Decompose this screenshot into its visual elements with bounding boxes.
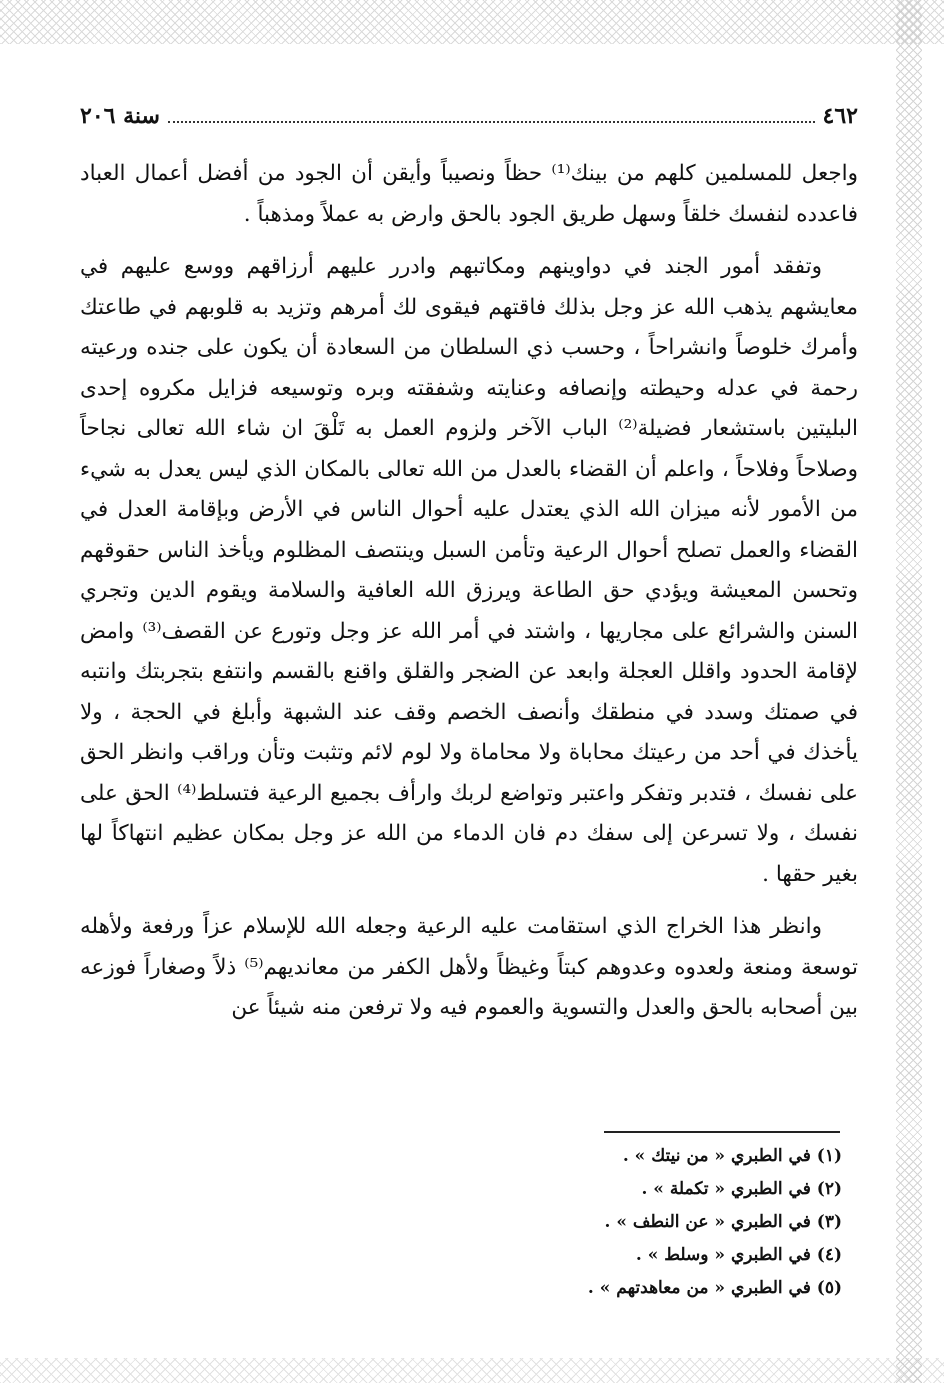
paragraph-2: وتفقد أمور الجند في دواوينهم ومكاتبهم وادرر عليهم أرزاقهم ووسع عليهم في معايشهم يذهب الله عز وجل بذلك فاقتهم فيقوى لك أمرهم وتزيد به قلوبهم في طاعتك وأمرك خلوصاً وانشراحاً ، وحسب ذي السلطان من السعادة أن يكون على جنده ورعيته رحمة في عدله وحيطته وإنصافه وعنايته وشفقته وبره وتوسيعه فزايل مكروه إحدى البليتين باستشعار فضيلة⁽²⁾ الباب الآخر ولزوم العمل به تَلْقَ ان شاء الله تعالى نجاحاً وصلاحاً وفلاحاً ، واعلم أن القضاء بالعدل من الله تعالى بالمكان الذي ليس يعدل به شيء من الأمور لأنه ميزان الله الذي يعتدل عليه أحوال الناس في الأرض وبإقامة العدل في القضاء والعمل تصلح أحوال الرعية وتأمن السبل وينتصف المظلوم ويأخذ الناس حقوقهم وتحسن المعيشة ويؤدي حق الطاعة ويرزق الله العافية والسلامة ويقوم الدين وتجري السنن والشرائع على مجاريها ، واشتد في أمر الله عز وجل وتورع عن القصف⁽³⁾ وامض لإقامة الحدود واقلل العجلة وابعد عن الضجر والقلق واقنع بالقسم وانتفع بتجربتك وانتبه في صمتك وسدد في منطقك وأنصف الخصم وقف عند الشبهة وأبلغ في الحجة ، ولا يأخذك في أحد من رعيتك محاباة ولا محاماة ولا لوم لائم وتثبت وتأن وراقب وانظر الحق على نفسك ، فتدبر وتفكر واعتبر وتواضع لربك وارأف بجميع الرعية فتسلط⁽⁴⁾ الحق على نفسك ، ولا تسرعن إلى سفك دم فان الدماء من الله عز وجل بمكان عظيم انتهاكاً لها بغير حقها . — [80, 254, 858, 887]
main-text — [80, 154, 858, 1029]
footnote-4: (٤) في الطبري « وسلط » . — [635, 1245, 842, 1265]
scan-border-top — [0, 0, 944, 44]
page-header — [80, 96, 858, 136]
scan-border-bottom — [0, 1358, 944, 1383]
footnote-3: (٣) في الطبري « عن النطف » . — [604, 1212, 842, 1232]
paragraph-3: وانظر هذا الخراج الذي استقامت عليه الرعية وجعله الله للإسلام عزاً ورفعة ولأهله توسعة ومنعة ولعدوه وعدوهم كبتاً وغيظاً ولأهل الكفر من معانديهم⁽⁵⁾ ذلاً وصغاراً فوزعه بين أصحابه بالحق والعدل والتسوية والعموم فيه ولا ترفعن منه شيئاً عن — [80, 914, 858, 1020]
footnote-5: (٥) في الطبري « من معاهدتهم » . — [587, 1278, 842, 1298]
year-label: سنة ٢٠٦ — [80, 103, 160, 129]
book-page — [80, 96, 858, 1041]
footnote-1: (١) في الطبري « من نيتك » . — [622, 1146, 842, 1166]
footnotes — [560, 1140, 842, 1305]
scan-border-right — [896, 0, 922, 1383]
header-dotted-leader — [168, 109, 815, 123]
page-number: ٤٦٢ — [822, 103, 858, 129]
footnote-separator — [604, 1131, 840, 1133]
footnote-2: (٢) في الطبري « تكملة » . — [641, 1179, 842, 1199]
paragraph-1: واجعل للمسلمين كلهم من بينك⁽¹⁾ حظاً ونصيباً وأيقن أن الجود من أفضل أعمال العباد فاعدده لنفسك خلقاً وسهل طريق الجود بالحق وارض به عملاً ومذهباً . — [80, 161, 858, 227]
